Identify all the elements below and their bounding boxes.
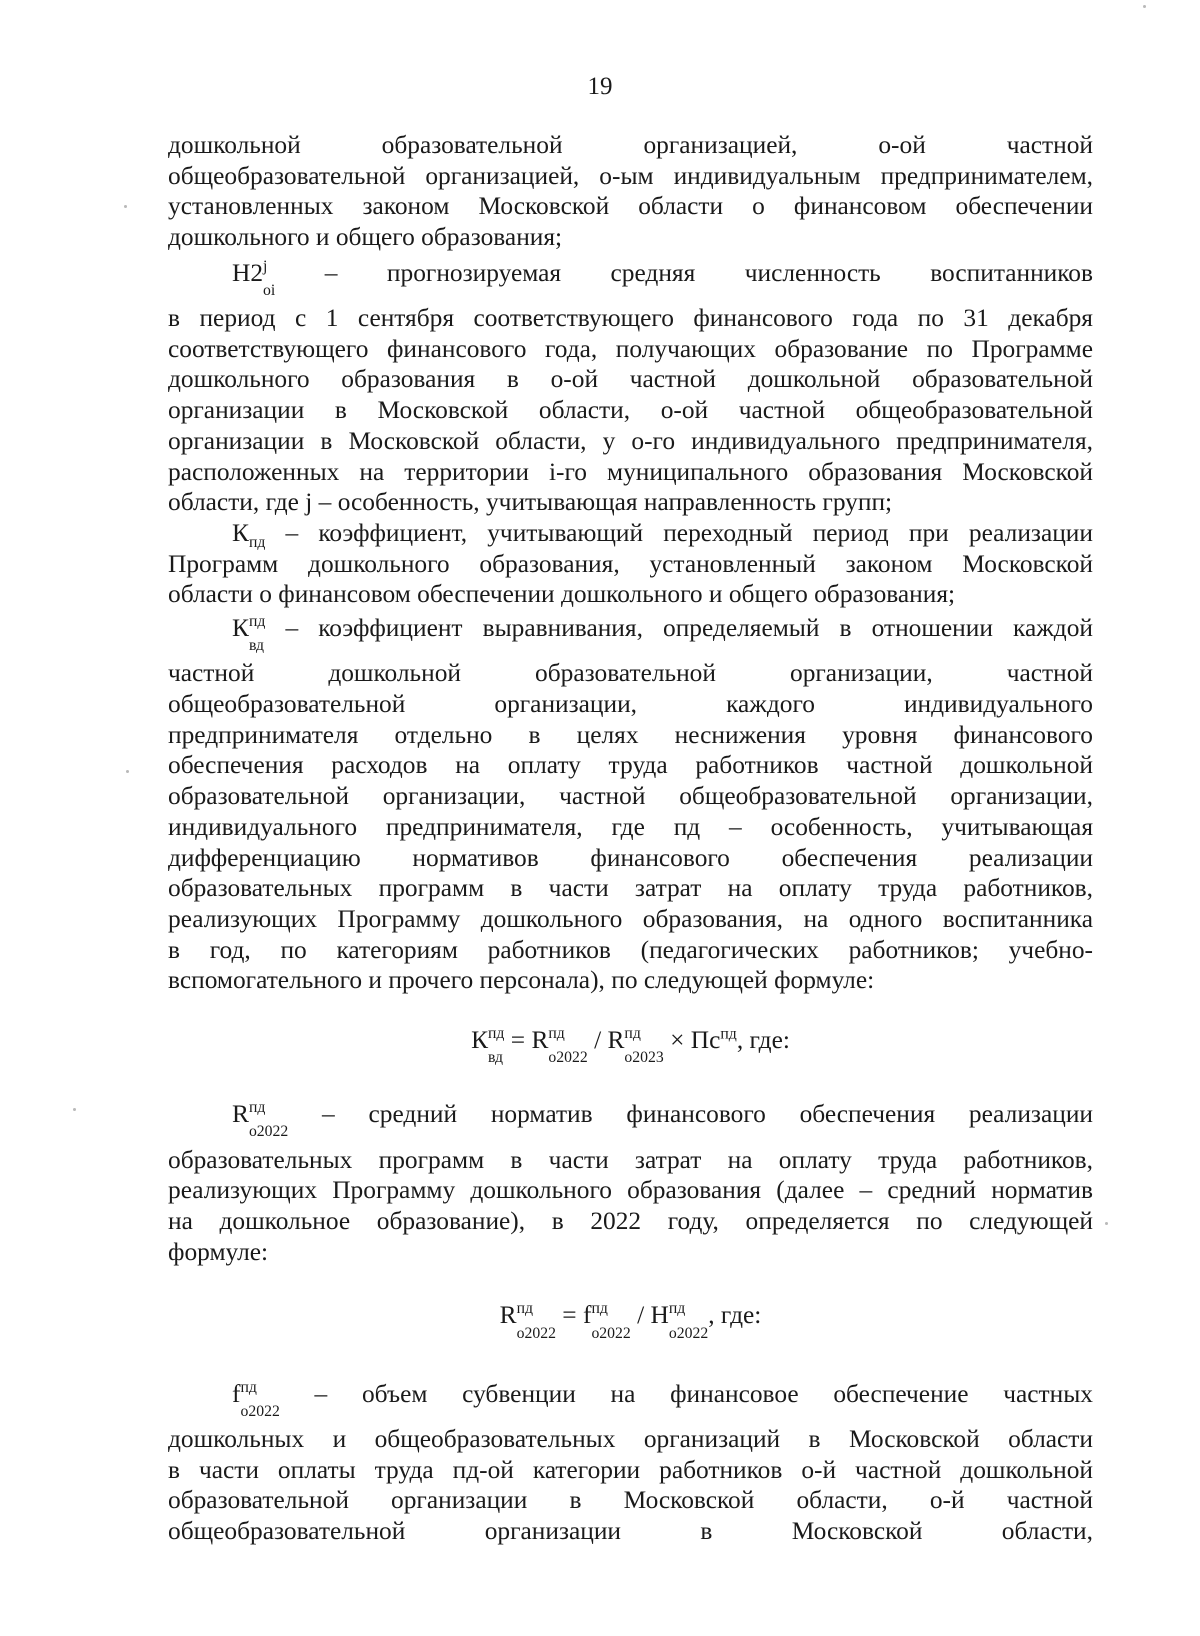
text-line: f пд o2022 – объем субвенции на финансовое обеспечение частных [232,1378,1093,1420]
text-line: соответствующего финансового года, получающих образование по Программе [168,334,1093,363]
symbol-kvd: К пд вд [232,613,266,655]
text-line: на дошкольное образование), в 2022 году, определяется по следующей [168,1206,1093,1235]
definition-n2 [168,255,1093,518]
text-line: индивидуального предпринимателя, где пд – особенность, учитывающая [168,812,1093,841]
text-line: дошкольного и общего образования; [168,223,563,252]
text-line: дошкольной образовательной организацией, о-ой частной [168,131,1093,159]
text-line: дошкольного образования в о-ой частной дошкольной образовательной [168,365,1093,394]
text-line: Н2 j oi – прогнозируемая средняя численность воспитанников [232,257,1093,299]
text-line: в период с 1 сентября соответствующего финансового года по 31 декабря [168,304,1093,333]
text-line: общеобразовательной организацией, о-ым индивидуальным предпринимателем, [168,161,1093,190]
definition-f2022 [168,1376,1093,1547]
text-line: образовательной организации, частной общеобразовательной организации, [168,782,1093,811]
text-line: обеспечения расходов на оплату труда работников частной дошкольной [168,751,1093,780]
scan-speck [1143,5,1146,8]
text-line: Программ дошкольного образования, установленный законом Московской [168,549,1093,578]
scan-speck [1105,1222,1108,1225]
definition-r2022 [168,1096,1093,1267]
symbol-f2022: f пд o2022 [232,1378,280,1420]
text-line: реализующих Программу дошкольного образования (далее – средний норматив [168,1176,1093,1205]
text-line: частной дошкольной образовательной организации, частной [168,659,1093,688]
text-line: общеобразовательной организации, каждого индивидуального [168,690,1093,719]
text-line: образовательных программ в части затрат на оплату труда работников, [168,1145,1093,1174]
text-line: в год, по категориям работников (педагогических работников; учебно- [168,935,1093,964]
text-line: расположенных на территории i-го муниципального образования Московской [168,457,1093,486]
page-number: 19 [587,73,613,100]
text-line: дифференциацию нормативов финансового обеспечения реализации [168,843,1093,872]
scan-speck [126,770,129,773]
text-line: образовательной организации в Московской области, о-й частной [168,1486,1093,1515]
text-line: предпринимателя отдельно в целях неснижения уровня финансового [168,720,1093,749]
definition-kpd [168,518,1093,610]
formula-r2022: R пд o2022 = f пд o2022 / Н пд o2022 , где: [499,1300,762,1342]
symbol-r2022: R пд o2022 [232,1099,289,1141]
text-line: $К_{пд}$ – коэффициент, учитывающий переходный период при реализации [232,518,1093,552]
text-line: формуле: [168,1237,269,1266]
text-line: организации в Московской области, у о-го индивидуального предпринимателя, [168,426,1093,455]
text-line: общеобразовательной организации в Московской области, [168,1517,1093,1545]
paragraph-continuation [168,130,1093,253]
scan-speck [73,1108,76,1111]
text-line: в части оплаты труда пд-ой категории работников о-й частной дошкольной [168,1455,1093,1484]
document-body [168,130,1093,1547]
definition-kvd [168,610,1093,996]
scan-speck [124,205,127,208]
symbol-n2: Н2 j oi [232,257,276,299]
text-line: дошкольных и общеобразовательных организаций в Московской области [168,1424,1093,1453]
formula-kvd: К пд вд = R пд o2022 / R пд o2023 × $Пс^{пд}$, где: [471,1025,790,1067]
text-line: области о финансовом обеспечении дошкольного и общего образования; [168,580,956,609]
symbol-kpd: $К_{пд}$ [232,518,266,552]
text-line: организации в Московской области, о-ой частной общеобразовательной [168,396,1093,425]
text-line: установленных законом Московской области о финансовом обеспечении [168,192,1093,221]
text-line: вспомогательного и прочего персонала), по следующей формуле: [168,966,875,995]
text-line: области, где j – особенность, учитывающая направленность групп; [168,488,893,517]
text-line: К пд вд – коэффициент выравнивания, определяемый в отношении каждой [232,613,1093,655]
text-line: образовательных программ в части затрат на оплату труда работников, [168,874,1093,903]
text-line: реализующих Программу дошкольного образования, на одного воспитанника [168,904,1093,933]
text-line: R пд o2022 – средний норматив финансового обеспечения реализации [232,1099,1093,1141]
